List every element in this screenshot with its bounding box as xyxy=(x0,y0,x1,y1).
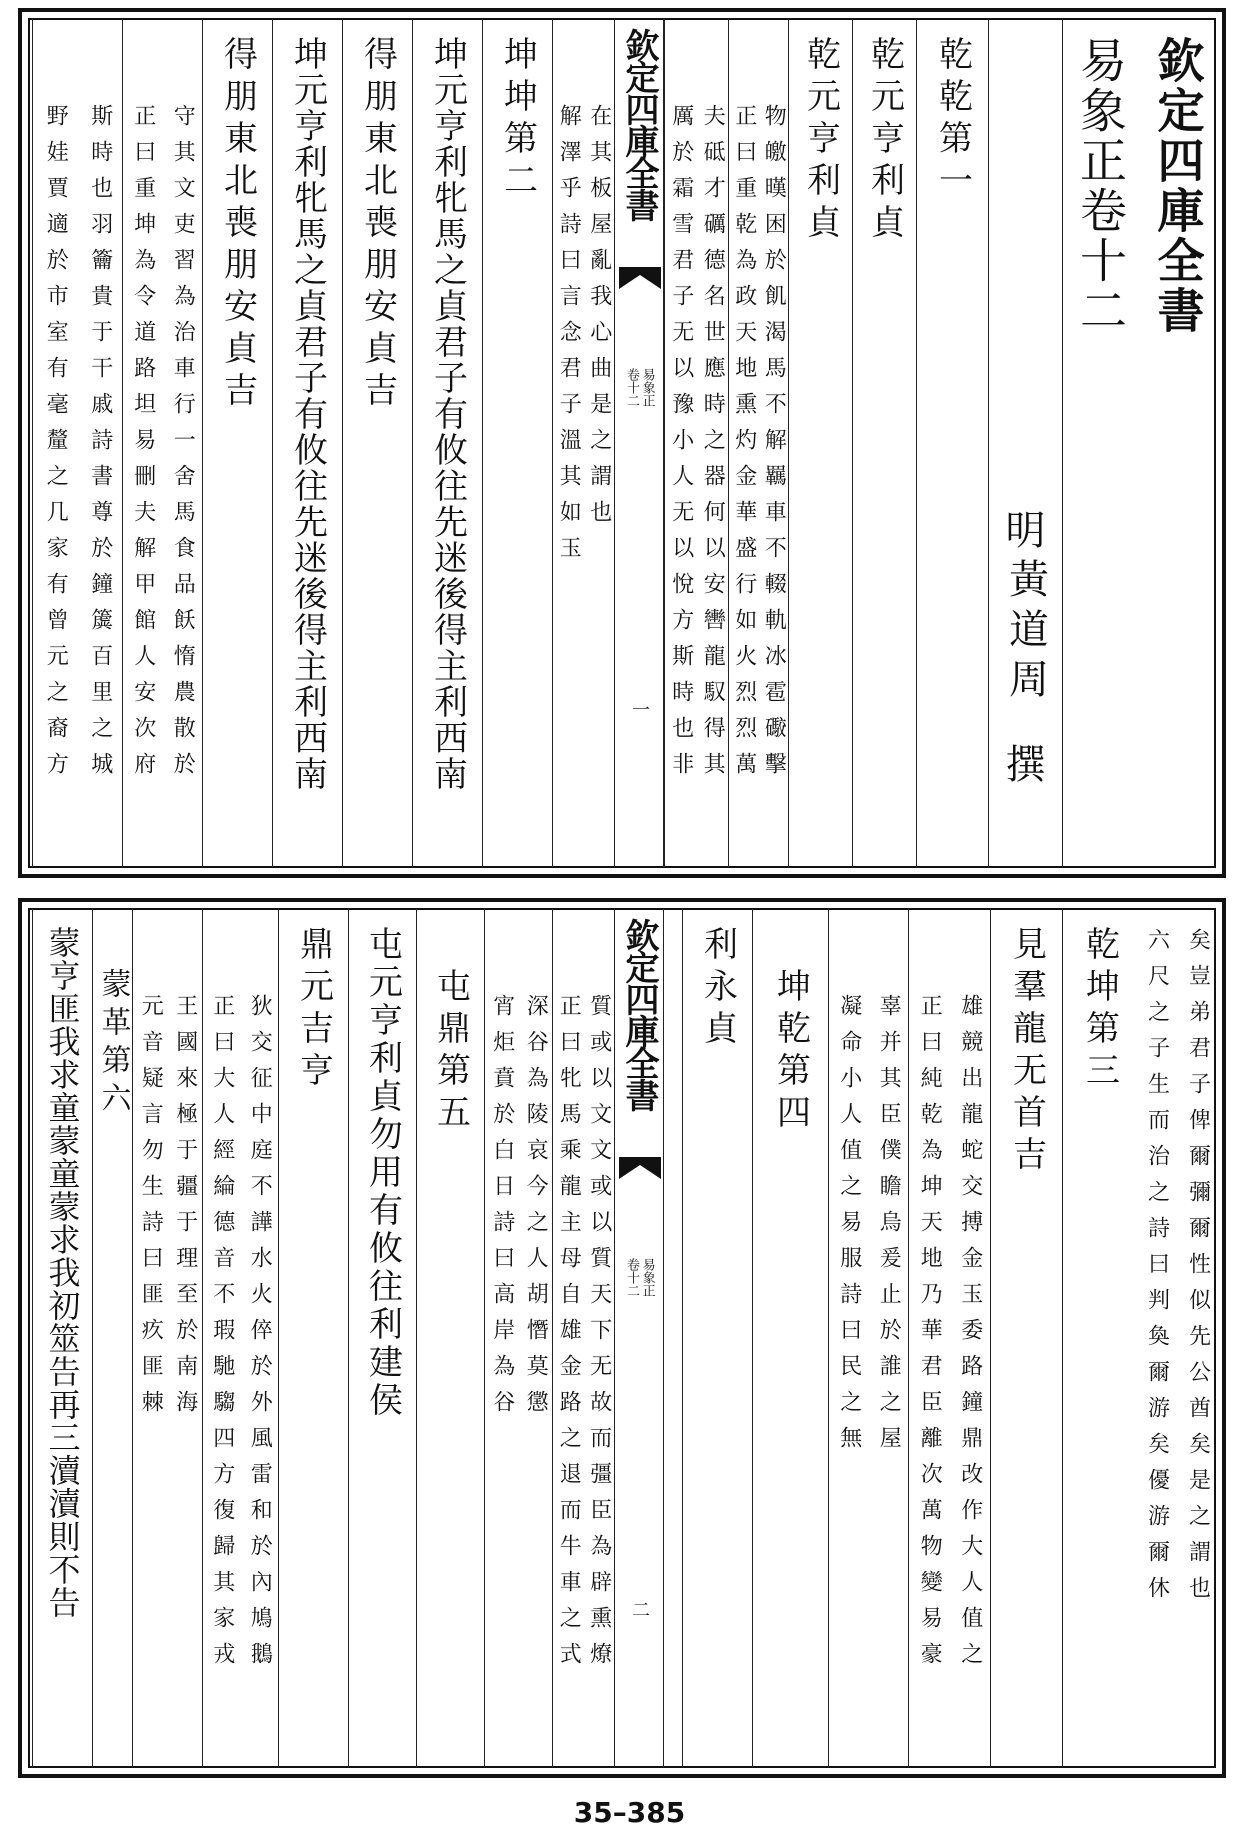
text-column xyxy=(342,18,412,868)
hexagram-heading: 坤坤第二 xyxy=(497,36,538,204)
gutter-volume: 卷十二 xyxy=(624,368,639,407)
commentary-line: 正曰重坤為令道路坦易刪夫解甲館人安次府 xyxy=(130,104,156,788)
center-gutter xyxy=(614,18,664,868)
commentary-line: 質或以文文或以質天下无故而彊臣為辟熏燎 xyxy=(586,994,612,1678)
hexagram-heading: 乾坤第三 xyxy=(1079,926,1120,1094)
hexagram-heading: 坤乾第四 xyxy=(770,968,811,1136)
main-text: 坤元亨利牝馬之貞君子有攸往先迷後得主利西南 xyxy=(427,36,468,792)
text-column xyxy=(92,908,132,1768)
text-column xyxy=(682,908,752,1768)
commentary-line: 在其板屋亂我心曲是之謂也 xyxy=(586,104,612,536)
text-column xyxy=(412,18,482,868)
commentary-line: 正曰大人經綸德音不瑕馳騶四方復歸其家戎 xyxy=(209,994,235,1678)
text-column xyxy=(348,908,416,1768)
commentary-column xyxy=(828,908,908,1768)
commentary-column xyxy=(728,18,788,868)
commentary-column xyxy=(484,908,552,1768)
commentary-line: 斯時也羽籥貴于干戚詩書尊於鐘簴百里之城 xyxy=(87,104,113,788)
main-text: 屯元亨利貞勿用有攸往利建侯 xyxy=(362,926,403,1420)
gutter-book: 易象正 xyxy=(639,1258,655,1297)
commentary-line: 解澤乎詩曰言念君子溫其如玉 xyxy=(556,104,582,572)
fish-tail-ornament-icon xyxy=(617,1155,663,1181)
commentary-line: 矣豈弟君子俾爾彌爾性似先公酋矣是之謂也 xyxy=(1185,928,1211,1612)
commentary-column xyxy=(122,18,202,868)
hexagram-heading: 乾乾第一 xyxy=(932,36,973,204)
main-text: 乾元亨利貞 xyxy=(800,36,841,246)
commentary-line: 正曰重乾為政天地熏灼金華盛行如火烈烈萬 xyxy=(731,104,757,788)
text-column xyxy=(272,18,342,868)
text-column xyxy=(852,18,916,868)
commentary-line: 物皦暵困於飢渴馬不解羈車不輟軌冰雹礮擊 xyxy=(761,104,787,788)
commentary-line: 野娃賈適於市室有毫釐之几家有曾元之裔方 xyxy=(43,104,69,788)
commentary-line: 正曰純乾為坤天地乃華君臣離次萬物變易豪 xyxy=(917,994,943,1678)
text-column xyxy=(1062,908,1136,1768)
commentary-column xyxy=(132,908,202,1768)
author-name: 黃道周 xyxy=(1002,558,1049,708)
fish-tail-ornament-icon xyxy=(617,265,663,291)
commentary-line: 正曰牝馬乘龍主母自雄金路之退而牛車之式 xyxy=(556,994,582,1678)
gutter-metadata xyxy=(624,1258,653,1297)
commentary-line: 元音疑言勿生詩曰匪疚匪棘 xyxy=(138,994,164,1426)
commentary-column xyxy=(202,908,278,1768)
gutter-page-number: 二 xyxy=(629,1600,650,1618)
main-text: 得朋東北喪朋安貞吉 xyxy=(357,36,398,414)
text-column xyxy=(990,908,1062,1768)
text-column xyxy=(482,18,552,868)
commentary-column xyxy=(664,18,728,868)
commentary-line: 凝命小人值之易服詩曰民之無 xyxy=(836,994,862,1462)
gutter-title: 欽定四庫全書 xyxy=(619,918,659,1110)
main-text: 蒙亨匪我求童蒙童蒙求我初筮告再三瀆瀆則不告 xyxy=(43,926,82,1619)
dynasty: 明 xyxy=(1005,508,1046,554)
text-column xyxy=(32,908,92,1768)
commentary-line: 六尺之子生而治之詩曰判奐爾游矣優游爾休 xyxy=(1144,928,1170,1612)
commentary-column xyxy=(32,18,122,868)
commentary-column xyxy=(1136,908,1218,1768)
center-gutter xyxy=(614,908,664,1768)
hexagram-heading: 蒙革第六 xyxy=(95,968,131,1120)
commentary-line: 王國來極于疆于理至於南海 xyxy=(172,994,198,1426)
collection-title-column xyxy=(1136,18,1218,868)
commentary-line: 厲於霜雪君子无以豫小人无以悅方斯時也非 xyxy=(668,104,694,788)
text-column xyxy=(788,18,852,868)
commentary-line: 守其文吏習為治車行一舍馬食品飫惰農散於 xyxy=(170,104,196,788)
bottom-page xyxy=(18,898,1226,1778)
commentary-column xyxy=(552,18,614,868)
text-column xyxy=(416,908,484,1768)
main-text: 得朋東北喪朋安貞吉 xyxy=(217,36,258,414)
author-column xyxy=(988,18,1062,868)
gutter-volume: 卷十二 xyxy=(624,1258,639,1297)
hexagram-heading: 屯鼎第五 xyxy=(430,968,471,1136)
gutter-title: 欽定四庫全書 xyxy=(619,28,659,220)
author-role: 撰 xyxy=(1005,742,1046,788)
gutter-book: 易象正 xyxy=(639,368,655,407)
gutter-metadata xyxy=(624,368,653,407)
commentary-line: 狄交征中庭不譁水火倅於外風雷和於內鳩鵝 xyxy=(247,994,273,1678)
gutter-page-number: 一 xyxy=(629,700,650,718)
main-text: 利永貞 xyxy=(697,926,738,1052)
spacer-column xyxy=(664,908,682,1768)
commentary-line: 雄競出龍蛇交搏金玉委路鐘鼎改作大人值之 xyxy=(957,994,983,1678)
commentary-line: 深谷為陵哀今之人胡憯莫懲 xyxy=(523,994,549,1426)
text-column xyxy=(278,908,348,1768)
main-text: 見羣龍无首吉 xyxy=(1006,926,1047,1178)
main-text: 坤元亨利牝馬之貞君子有攸往先迷後得主利西南 xyxy=(287,36,328,792)
commentary-column xyxy=(552,908,614,1768)
commentary-line: 辜并其臣僕瞻烏爰止於誰之屋 xyxy=(876,994,902,1462)
footer-page-number: 35–385 xyxy=(573,1796,686,1829)
volume-title: 易象正卷十二 xyxy=(1072,36,1127,336)
text-column xyxy=(752,908,828,1768)
commentary-column xyxy=(908,908,990,1768)
text-column xyxy=(916,18,988,868)
main-text: 鼎元吉亨 xyxy=(293,926,334,1094)
commentary-line: 夫砥才礪德名世應時之器何以安轡龍馭得其 xyxy=(700,104,726,788)
top-page xyxy=(18,8,1226,878)
collection-title: 欽定四庫全書 xyxy=(1149,36,1205,336)
text-column xyxy=(202,18,272,868)
main-text: 乾元亨利貞 xyxy=(864,36,905,246)
volume-title-column xyxy=(1062,18,1136,868)
author-line xyxy=(989,508,1062,788)
commentary-line: 宵炬賁於白日詩曰高岸為谷 xyxy=(489,994,515,1426)
